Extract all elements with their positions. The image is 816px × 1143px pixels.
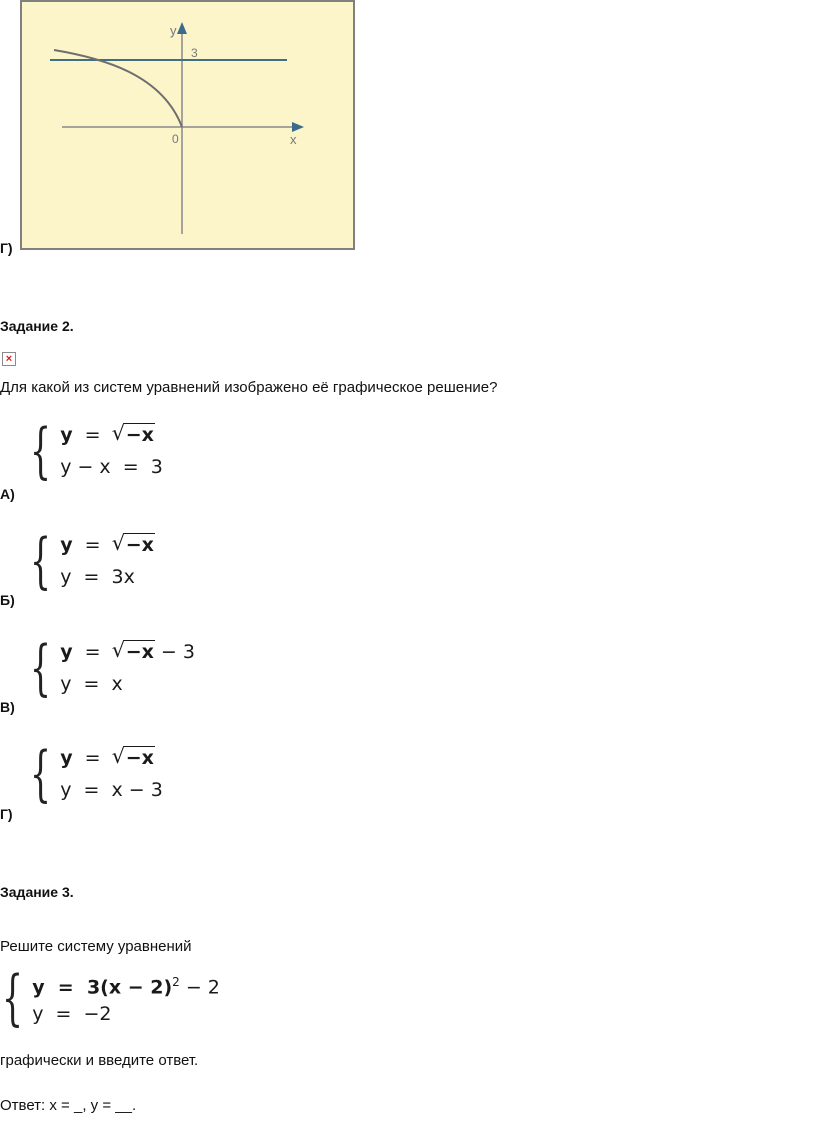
option-c-label: В) <box>0 699 15 715</box>
graph-svg <box>22 2 353 248</box>
option-a-eq1: y = √ −x <box>60 421 163 449</box>
option-d-eq1: y = √ −x <box>60 744 163 772</box>
x-axis-label: x <box>290 132 297 147</box>
line-value-label: 3 <box>191 46 198 60</box>
task3-system <box>2 963 220 1033</box>
brace-icon: { <box>2 963 24 1033</box>
x-axis-arrow <box>292 122 304 132</box>
task3-eq1: $y = 3(x - 2)^2 - 2$ <box>32 975 220 999</box>
option-b-label: Б) <box>0 592 15 608</box>
task3-after-text: графически и введите ответ. <box>0 1052 199 1069</box>
task3-eq2: y = −2 <box>32 1003 112 1025</box>
option-d-system <box>30 739 163 809</box>
brace-icon: { <box>30 739 52 809</box>
task3-title: Задание 3. <box>0 884 74 900</box>
origin-label: 0 <box>172 132 179 146</box>
option-a-label: А) <box>0 486 15 502</box>
task3-intro: Решите систему уравнений <box>0 938 192 955</box>
option-d-eq2: y = x − 3 <box>60 779 163 801</box>
brace-icon: { <box>30 416 52 486</box>
y-axis-label: y <box>170 23 177 38</box>
task3-answer[interactable]: Ответ: x = _, y = __. <box>0 1097 137 1114</box>
task2-title: Задание 2. <box>0 318 74 334</box>
option-a-eq2: y − x = 3 <box>60 456 163 478</box>
sqrt-curve <box>54 50 182 127</box>
option-a-system <box>30 416 163 486</box>
option-b-eq1: y = √ −x <box>60 531 155 559</box>
broken-image-icon: × <box>2 352 16 366</box>
y-axis-arrow <box>177 22 187 34</box>
option-c-system <box>30 633 195 703</box>
task2-question: Для какой из систем уравнений изображено её графическое решение? <box>0 379 498 396</box>
option-b-system <box>30 526 155 596</box>
option-c-eq1: y = √ −x − 3 <box>60 638 195 666</box>
option-c-eq2: y = x <box>60 673 123 695</box>
graph-figure <box>20 0 355 250</box>
option-d-label: Г) <box>0 806 13 822</box>
brace-icon: { <box>30 526 52 596</box>
brace-icon: { <box>30 633 52 703</box>
option-b-eq2: y = 3x <box>60 566 135 588</box>
graph-option-label: Г) <box>0 240 13 256</box>
